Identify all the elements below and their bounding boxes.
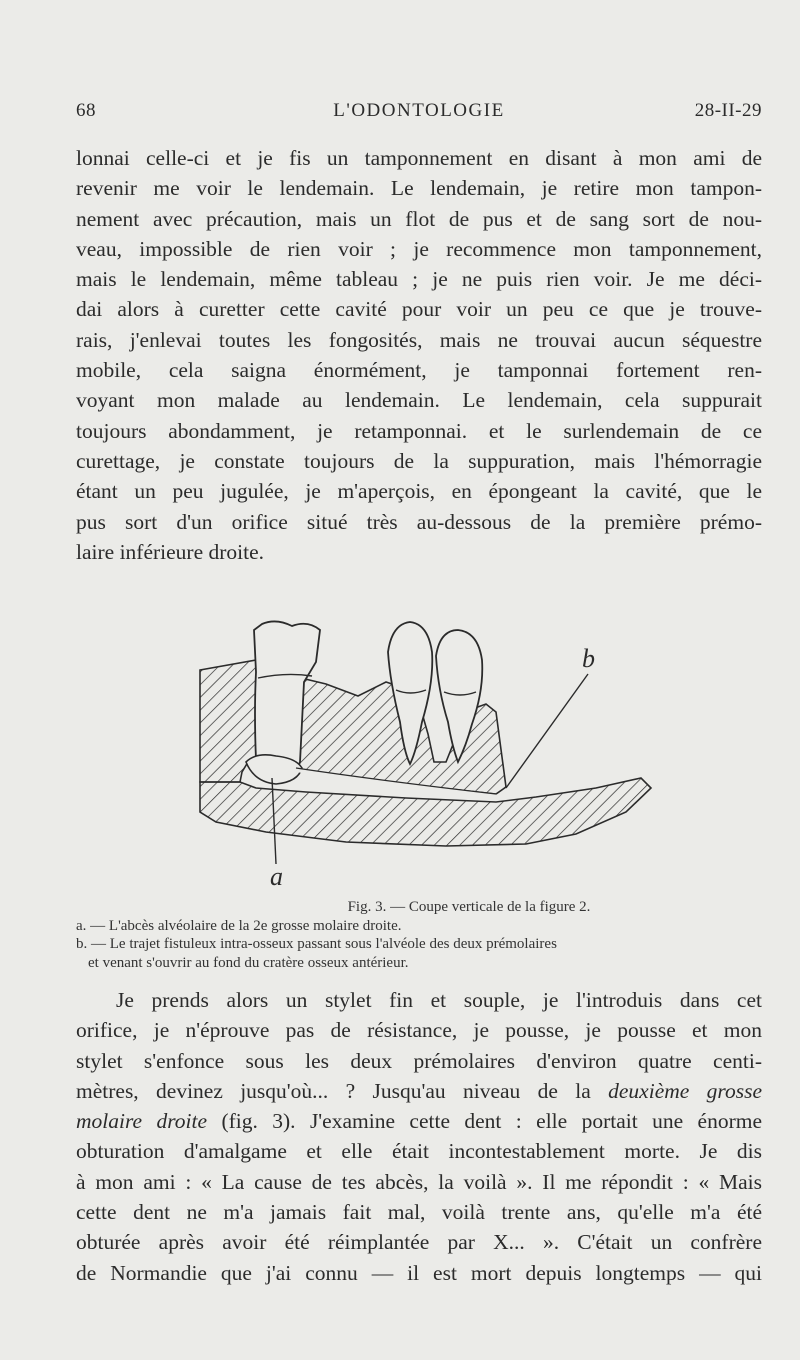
text-line: Je prends alors un stylet fin et souple, je l'introduis dans cet	[116, 988, 762, 1012]
leader-line-b	[506, 674, 588, 788]
text-line: voyant mon malade au lendemain. Le lendemain, cela suppurait	[76, 388, 762, 413]
italic-text: deuxième grosse	[608, 1078, 762, 1103]
text-line: mobile, cela saigna énormément, je tamponnai fortement ren-	[76, 358, 762, 383]
caption-line-b1: b. — Le trajet fistuleux intra-osseux passant sous l'alvéole des deux prémolaires	[76, 936, 557, 952]
text-line: obturée après avoir été réimplantée par X... ». C'était un confrère	[76, 1230, 762, 1255]
jaw-section-figure	[196, 612, 666, 897]
caption-line-a: a. — L'abcès alvéolaire de la 2e grosse molaire droite.	[76, 917, 402, 934]
text-line: obturation d'amalgame et elle était incontestablement morte. Je dis	[76, 1139, 762, 1164]
text-segment: (fig. 3). J'examine cette dent : elle portait une énorme	[221, 1109, 763, 1134]
text-line	[76, 1106, 762, 1136]
italic-text: molaire droite	[76, 1109, 208, 1134]
issue-date: 28-II-29	[694, 100, 762, 121]
paragraph-1	[76, 143, 762, 567]
text-line: laire inférieure droite.	[76, 539, 265, 564]
text-line: nement avec précaution, mais un flot de pus et de sang sort de nou-	[76, 206, 762, 231]
text-line: rais, j'enlevai toutes les fongosités, mais ne trouvai aucun séquestre	[76, 327, 762, 352]
caption-title: Fig. 3. — Coupe verticale de la figure 2.	[347, 899, 591, 915]
text-line: dai alors à curetter cette cavité pour voir un peu ce que je trouve-	[76, 297, 762, 322]
text-line: étant un peu jugulée, je m'aperçois, en épongeant la cavité, que le	[76, 479, 762, 504]
text-line: curettage, je constate toujours de la suppuration, mais l'hémorragie	[76, 448, 762, 473]
text-line: pus sort d'un orifice situé très au-dessous de la première prémo-	[76, 509, 762, 534]
page-number: 68	[76, 100, 96, 121]
figure-label-a: a	[270, 862, 283, 891]
text-line: de Normandie que j'ai connu — il est mort depuis longtemps — qui	[76, 1260, 762, 1285]
text-line: stylet s'enfonce sous les deux prémolaires d'environ quatre centi-	[76, 1048, 762, 1073]
text-line	[76, 1076, 762, 1106]
text-line: cette dent ne m'a jamais fait mal, voilà trente ans, qu'elle m'a été	[76, 1200, 762, 1225]
text-line: orifice, je n'éprouve pas de résistance, je pousse, je pousse et mon	[76, 1018, 762, 1043]
paragraph-2	[76, 985, 762, 1288]
caption-line-b2: et venant s'ouvrir au fond du cratère osseux antérieur.	[88, 954, 409, 971]
text-segment: mètres, devinez jusqu'où... ? Jusqu'au niveau de la	[76, 1078, 591, 1103]
text-line: à mon ami : « La cause de tes abcès, la voilà ». Il me répondit : « Mais	[76, 1169, 762, 1194]
text-line: toujours abondamment, je retamponnai. et le surlendemain de ce	[76, 418, 762, 443]
jaw-section-drawing	[196, 612, 666, 897]
running-header	[76, 100, 762, 128]
text-line: lonnai celle-ci et je fis un tamponnement en disant à mon ami de	[76, 146, 762, 170]
figure-caption	[76, 898, 762, 972]
figure-label-b: b	[582, 644, 595, 673]
text-line: veau, impossible de rien voir ; je recommence mon tamponnement,	[76, 236, 762, 261]
text-line: mais le lendemain, même tableau ; je ne puis rien voir. Je me déci-	[76, 267, 762, 292]
journal-title: L'ODONTOLOGIE	[333, 100, 505, 121]
text-line: revenir me voir le lendemain. Le lendemain, je retire mon tampon-	[76, 176, 762, 201]
